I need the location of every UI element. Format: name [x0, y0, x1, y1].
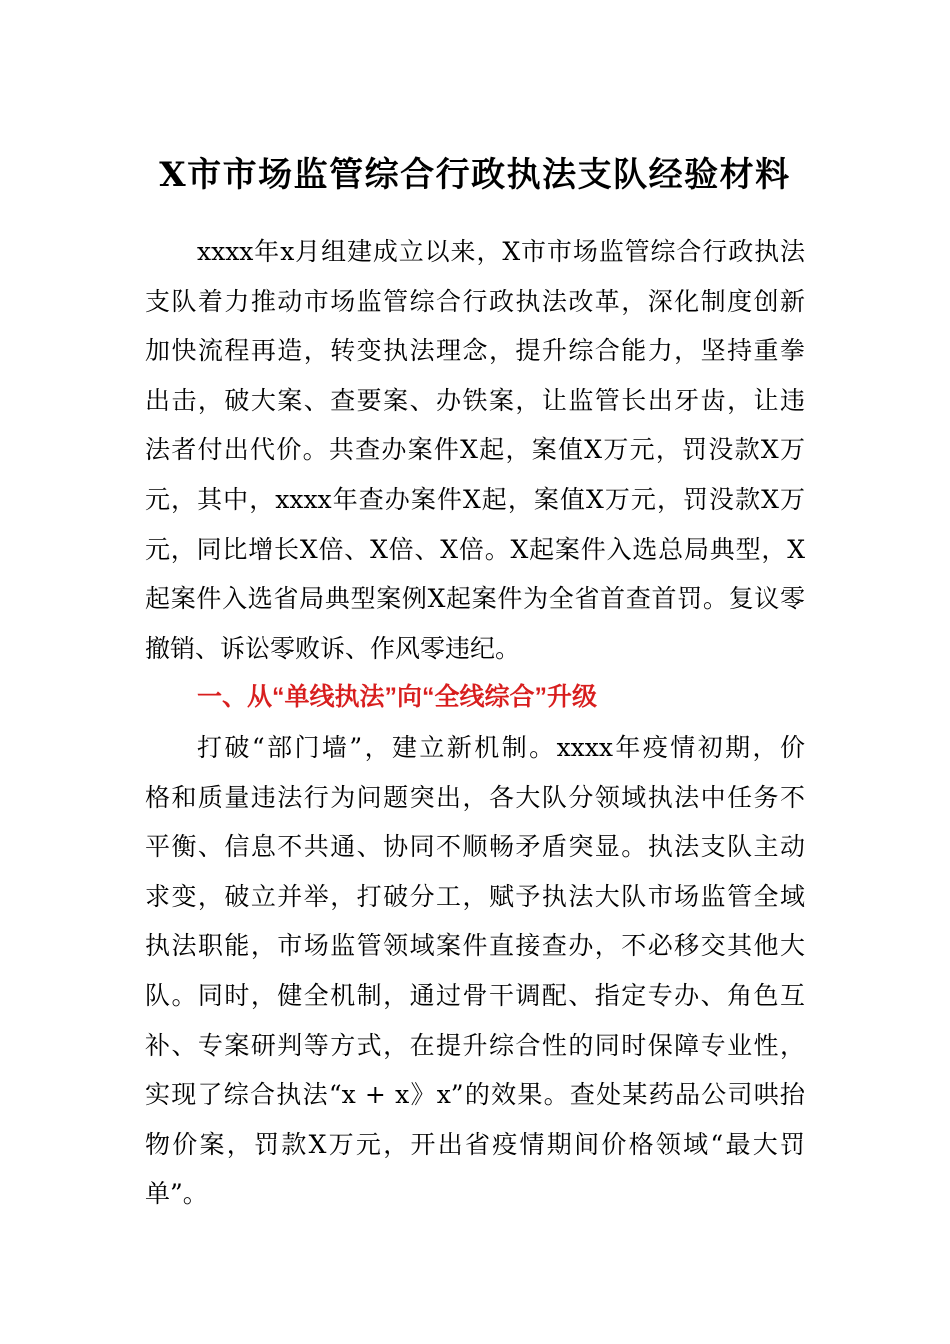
paragraph-2 [145, 723, 805, 1219]
paragraph-line: 单”。 [145, 1179, 208, 1209]
paragraph-line: 起案件入选省局典型案例X起案件为全省首查首罚。复议零 [145, 584, 805, 614]
paragraph-line: 元，其中，xxxx年查办案件X起，案值X万元，罚没款X万 [145, 484, 805, 514]
paragraph-line: 法者付出代价。共查办案件X起，案值X万元，罚没款X万 [145, 435, 805, 465]
paragraph-line: 实现了综合执法“x + x》x”的效果。查处某药品公司哄抬 [145, 1080, 805, 1110]
paragraph-line: 物价案，罚款X万元，开出省疫情期间价格领域“最大罚 [145, 1129, 805, 1159]
paragraph-line: 执法职能，市场监管领域案件直接查办，不必移交其他大 [145, 931, 805, 961]
paragraph-line: 平衡、信息不共通、协同不顺畅矛盾突显。执法支队主动 [145, 832, 805, 862]
paragraph-line: 撤销、诉讼零败诉、作风零违纪。 [145, 633, 521, 663]
paragraph-line: 元，同比增长X倍、X倍、X倍。X起案件入选总局典型，X [145, 534, 805, 564]
paragraph-line: 补、专案研判等方式，在提升综合性的同时保障专业性， [145, 1030, 805, 1060]
paragraph-line: 打破“部门墙”，建立新机制。xxxx年疫情初期，价 [197, 732, 805, 762]
paragraph-line: xxxx年x月组建成立以来，X市市场监管综合行政执法 [197, 237, 805, 266]
paragraph-line: 加快流程再造，转变执法理念，提升综合能力，坚持重拳 [145, 336, 805, 366]
document-body [145, 227, 805, 1219]
paragraph-line: 支队着力推动市场监管综合行政执法改革，深化制度创新 [145, 286, 805, 316]
paragraph-line: 出击，破大案、查要案、办铁案，让监管长出牙齿，让违 [145, 385, 805, 415]
paragraph-line: 队。同时，健全机制，通过骨干调配、指定专办、角色互 [145, 980, 805, 1010]
paragraph-1 [145, 227, 805, 673]
section-heading: 一、从“单线执法”向“全线综合”升级 [197, 683, 598, 712]
paragraph-line: 求变，破立并举，打破分工，赋予执法大队市场监管全域 [145, 881, 805, 911]
document-title: X市市场监管综合行政执法支队经验材料 [159, 155, 791, 195]
paragraph-line: 格和质量违法行为问题突出，各大队分领域执法中任务不 [145, 782, 805, 812]
